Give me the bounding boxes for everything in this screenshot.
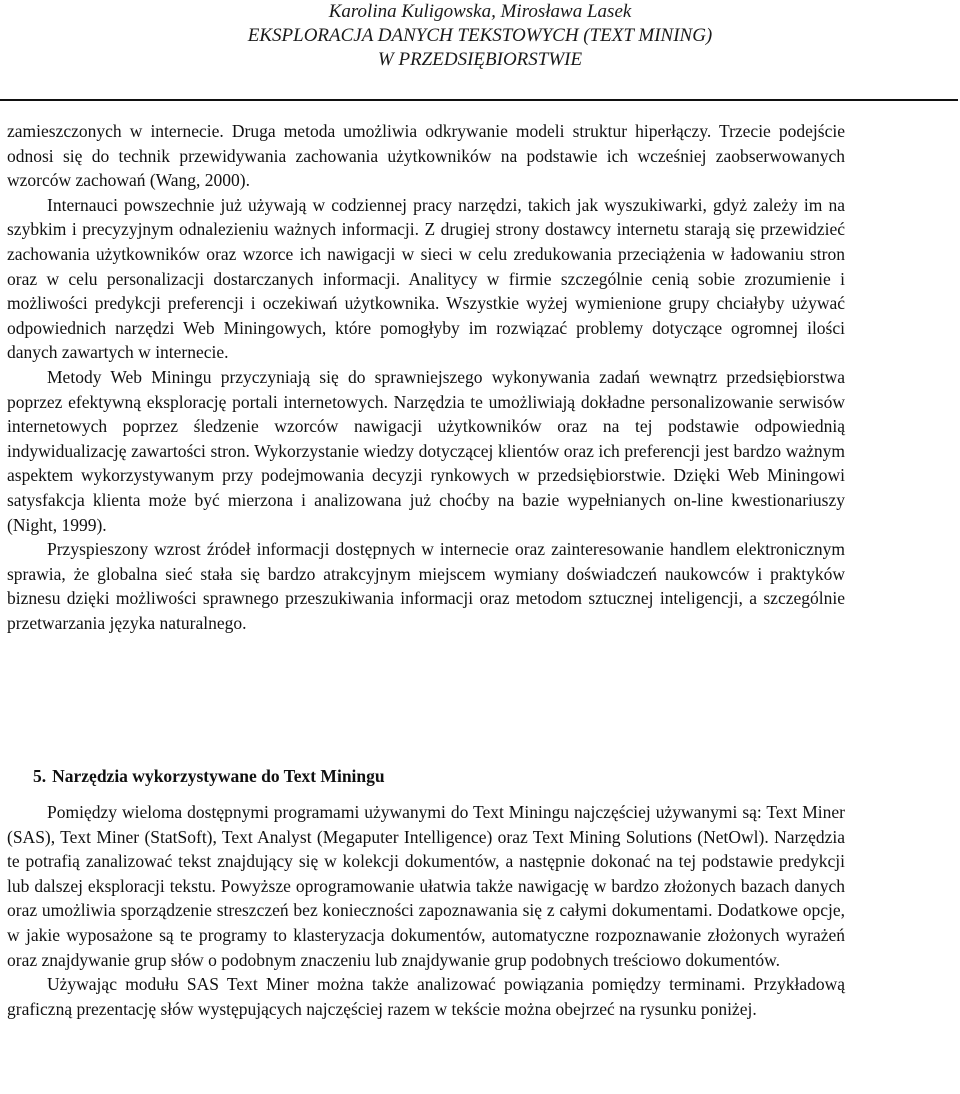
section-text xyxy=(7,800,845,1021)
section-heading xyxy=(33,764,385,788)
section-number: 5. xyxy=(33,766,47,786)
main-text xyxy=(7,119,845,635)
header-title-continued: W PRZEDSIĘBIORSTWIE xyxy=(377,49,583,70)
paragraph: Metody Web Miningu przyczyniają się do sprawniejszego wykonywania zadań wewnątrz przedsiębiorstwa poprzez efektywną eksplorację portali internetowych. Narzędzia te umożliwiają dokładne personalizowanie serwisów internetowych poprzez śledzenie wzorców nawigacji użytkowników oraz na tej podstawie odpowiednią indywidualizację zawartości stron. Wykorzystanie wiedzy dotyczącej klientów oraz ich preferencji jest bardzo ważnym aspektem wykorzystywanym przy podejmowania decyzji rynkowych w przedsiębiorstwie. Dzięki Web Miningowi satysfakcja klienta może być mierzona i analizowana już choćby na bazie wypełnianych on-line kwestionariuszy (Night, 1999). xyxy=(7,366,845,535)
paragraph: zamieszczonych w internecie. Druga metoda umożliwia odkrywanie modeli struktur hiperłączy. Trzecie podejście odnosi się do technik przewidywania zachowania użytkowników na podstawie ich wcześniej zaobserwowanych wzorców zachowań (Wang, 2000). xyxy=(7,121,845,191)
header-title: EKSPLORACJA DANYCH TEKSTOWYCH (TEXT MINING) xyxy=(247,25,713,46)
section-title: Narzędzia wykorzystywane do Text Miningu xyxy=(52,766,385,786)
paragraph: Używając modułu SAS Text Miner można także analizować powiązania pomiędzy terminami. Przykładową graficzną prezentację słów występujących najczęściej razem w tekście można obejrzeć na rysunku poniżej. xyxy=(7,974,845,1019)
paragraph: Pomiędzy wieloma dostępnymi programami używanymi do Text Miningu najczęściej używanymi są: Text Miner (SAS), Text Miner (StatSoft), Text Analyst (Megaputer Intelligence) oraz Text Mining Solutions (NetOwl). Narzędzia te potrafią zanalizować tekst znajdujący się w kolekcji dokumentów, a następnie dokonać na tej podstawie predykcji lub dalszej eksploracji tekstu. Powyższe oprogramowanie ułatwia także nawigację w bardzo złożonych bazach danych oraz umożliwia sporządzenie streszczeń bez konieczności zapoznawania się z całymi dokumentami. Dodatkowe opcje, w jakie wyposażone są te programy to klasteryzacja dokumentów, automatyczne rozpoznawanie złożonych wyrażeń oraz znajdywanie grup słów o podobnym znaczeniu lub znajdywanie grup podobnych treściowo dokumentów. xyxy=(7,802,845,970)
paragraph: Internauci powszechnie już używają w codziennej pracy narzędzi, takich jak wyszukiwarki, gdyż zależy im na szybkim i precyzyjnym odnalezieniu ważnych informacji. Z drugiej strony dostawcy internetu starają się przewidzieć zachowania użytkowników oraz wzorce ich nawigacji w sieci w celu zredukowania przeciążenia w ładowaniu stron oraz w celu personalizacji dostarczanych informacji. Analitycy w firmie szczególnie cenią sobie zrozumienie i możliwości predykcji preferencji i oczekiwań użytkownika. Wszystkie wyżej wymienione grupy chciałyby używać odpowiednich narzędzi Web Miningowych, które pomogłyby im rozwiązać problemy dotyczące ogromnej ilości danych zawartych w internecie. xyxy=(7,194,845,363)
paragraph: Przyspieszony wzrost źródeł informacji dostępnych w internecie oraz zainteresowanie handlem elektronicznym sprawia, że globalna sieć stała się bardzo atrakcyjnym miejscem wymiany doświadczeń naukowców i praktyków biznesu dzięki możliwości sprawnego przeszukiwania informacji oraz metodom sztucznej inteligencji, a szczególnie przetwarzania języka naturalnego. xyxy=(7,539,845,633)
header-authors: Karolina Kuligowska, Mirosława Lasek xyxy=(328,1,632,22)
header-divider xyxy=(0,99,958,101)
page-header xyxy=(0,0,960,72)
